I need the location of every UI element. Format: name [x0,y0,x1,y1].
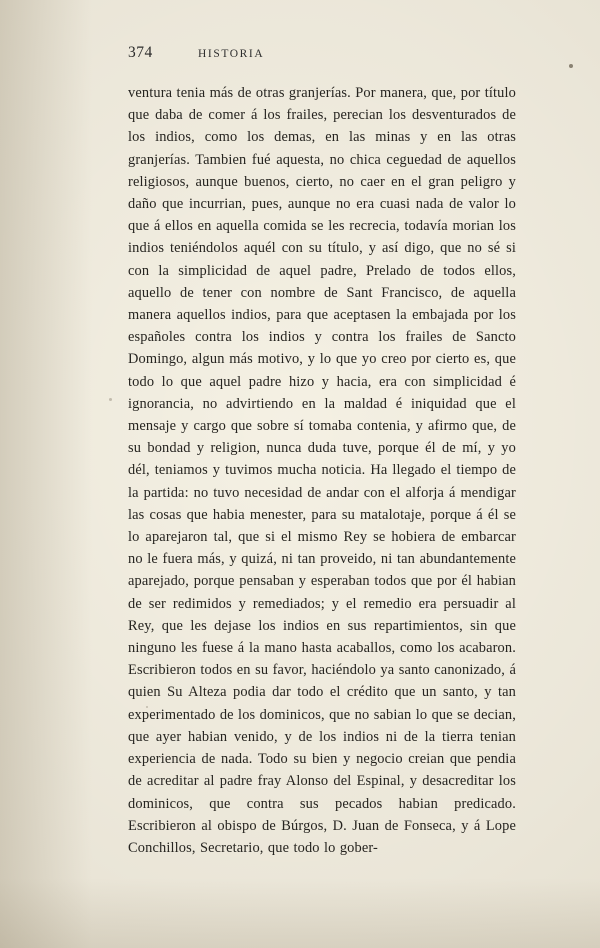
page-edge-shadow-bottom [0,878,600,948]
body-paragraph: ventura tenia más de otras granjerías. Por manera, que, por título que daba de comer á los frailes, perecian los desventurados de los indios, como los demas, en las minas y en las otras granjerías. Tambien fué aquesta, no chica ceguedad de aquellos religiosos, aunque buenos, cierto, no caer en el gran peligro y daño que incurrian, pues, aunque no era cuasi nada de valor lo que á ellos en aquella comida se les recrecia, todavía morian los indios teniéndolos aquél con su título, y así digo, que no sé si con la simplicidad de aquel padre, Prelado de todos ellos, aquello de tener con nombre de Sant Francisco, de aquella manera aquellos indios, para que aceptasen la embajada por los españoles contra los indios y contra los frailes de Sancto Domingo, algun más motivo, y lo que yo creo por cierto es, que todo lo que aquel padre hizo y hacia, era con simplicidad é ignorancia, no advirtiendo en la maldad é iniquidad que el mensaje y cargo que sobre sí tomaba contenia, y afirmo que, de su bondad y religion, nunca duda tuve, porque él de mí, y yo dél, teniamos y tuvimos mucha noticia. Ha llegado el tiempo de la partida: no tuvo necesidad de andar con el alforja á mendigar las cosas que habia menester, para su matalotaje, porque á él se lo aparejaron tal, que si el mismo Rey se hobiera de embarcar no le fuera más, y quizá, ni tan proveido, ni tan abundantemente aparejado, porque pensaban y esperaban todos que por él habian de ser redimidos y remediados; y el remedio era persuadir al Rey, que les dejase los indios en sus repartimientos, sin que ninguno les fuese á la mano hasta acaballos, como los acabaron. Escribieron todos en su favor, haciéndolo ya santo canonizado, á quien Su Alteza podia dar todo el crédito que un santo, y tan experimentado de los dominicos, que no sabian lo que se decian, que ayer habian venido, y de los indios ni de la tierra tenian experiencia de nada. Todo su bien y negocio creian que pendia de acreditar al padre fray Alonso del Espinal, y desacreditar los dominicos, que contra sus pecados habian predicado. Escribieron al obispo de Búrgos, D. Juan de Fonseca, y á Lope Conchillos, Secretario, que todo lo gober- [128,85,516,856]
page-header [128,44,516,66]
body-text-block [128,82,516,859]
margin-speck-icon [569,64,573,68]
page-edge-shadow-left [0,0,92,948]
page-number: 374 [128,44,153,61]
paper-speck-icon [109,398,112,401]
running-head: HISTORIA [198,48,265,60]
page-content [128,44,516,859]
